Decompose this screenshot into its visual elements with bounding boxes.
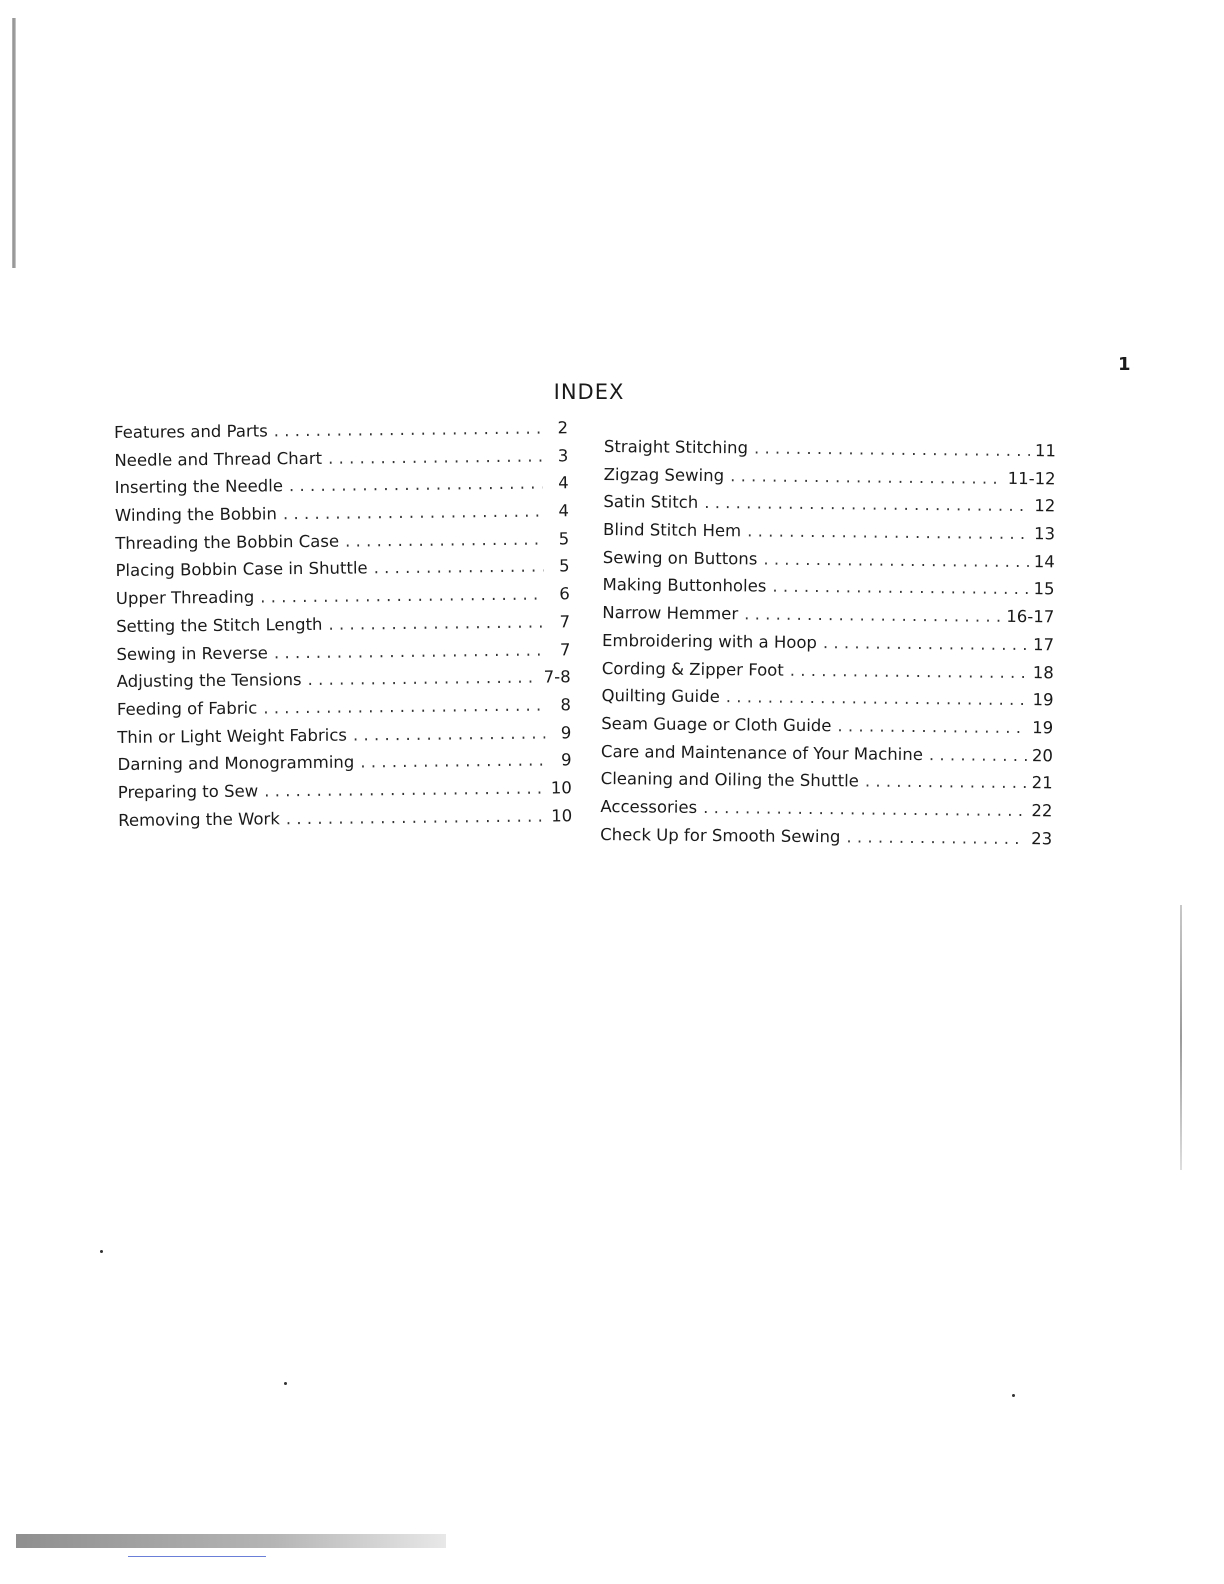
dot-leader <box>823 633 1028 654</box>
dot-leader <box>283 502 543 524</box>
index-entry-title: Embroidering with a Hoop <box>601 630 818 652</box>
index-entry-page: 4 <box>558 501 570 521</box>
scan-speck <box>100 1250 103 1253</box>
index-entry-page: 17 <box>1032 634 1055 655</box>
dot-leader <box>754 438 1030 460</box>
index-entry <box>601 769 1053 801</box>
dot-leader <box>264 778 546 800</box>
index-entry-page: 5 <box>558 556 570 576</box>
index-entry-title: Placing Bobbin Case in Shuttle <box>115 558 368 581</box>
dot-leader <box>328 612 544 633</box>
dot-leader <box>744 604 1002 625</box>
dot-leader <box>289 474 543 496</box>
index-entry <box>600 797 1052 829</box>
index-entry-title: Zigzag Sewing <box>603 464 725 485</box>
scan-edge-bottom <box>16 1534 446 1548</box>
index-entry <box>602 631 1054 663</box>
index-entry-title: Cleaning and Oiling the Shuttle <box>600 769 859 791</box>
index-entry-page: 21 <box>1031 773 1053 793</box>
index-entry-page: 2 <box>557 418 569 438</box>
index-entry-title: Adjusting the Tensions <box>116 670 302 692</box>
index-entry-title: Threading the Bobbin Case <box>115 531 340 553</box>
index-title: INDEX <box>553 380 625 404</box>
index-entry-page: 19 <box>1032 717 1054 738</box>
dot-leader <box>703 798 1026 820</box>
index-entry <box>602 658 1054 690</box>
scan-underline-mark <box>128 1556 266 1557</box>
index-entry <box>603 520 1055 552</box>
dot-leader <box>763 549 1029 571</box>
index-entry-title: Making Buttonholes <box>602 575 767 597</box>
index-entry <box>604 437 1056 469</box>
index-entry-title: Feeding of Fabric <box>116 698 258 719</box>
index-entry-page: 11 <box>1034 441 1056 461</box>
dot-leader <box>790 660 1028 681</box>
dot-leader <box>929 745 1027 765</box>
dot-leader <box>374 557 544 578</box>
index-entry-page: 14 <box>1033 551 1055 572</box>
dot-leader <box>704 493 1029 515</box>
index-entry-title: Sewing on Buttons <box>602 547 758 569</box>
index-entry-title: Narrow Hemmer <box>602 603 739 624</box>
dot-leader <box>328 446 543 467</box>
index-entry-title: Needle and Thread Chart <box>114 448 323 470</box>
index-entry-title: Cording & Zipper Foot <box>601 658 784 680</box>
page-number: 1 <box>1118 354 1131 375</box>
index-entry <box>601 714 1053 746</box>
index-entry-page: 4 <box>558 473 569 493</box>
index-right-column <box>600 437 1056 857</box>
index-entry-page: 11-12 <box>1007 468 1056 489</box>
index-entry-page: 10 <box>551 805 573 826</box>
index-entry-page: 3 <box>557 445 569 466</box>
dot-leader <box>260 585 544 607</box>
index-entry-title: Winding the Bobbin <box>114 504 278 526</box>
index-entry-page: 12 <box>1034 496 1056 516</box>
dot-leader <box>846 827 1026 848</box>
index-entry-title: Sewing in Reverse <box>116 642 269 664</box>
index-entry-page: 7-8 <box>543 667 571 687</box>
index-entry-page: 8 <box>560 695 572 715</box>
index-entry-page: 6 <box>559 584 570 604</box>
index-entry <box>602 603 1054 635</box>
dot-leader <box>353 723 545 744</box>
dot-leader <box>726 687 1028 709</box>
index-entry-title: Inserting the Needle <box>114 476 284 498</box>
dot-leader <box>345 529 543 550</box>
index-entry-page: 7 <box>559 612 571 632</box>
scan-edge-right <box>1180 905 1182 1170</box>
index-entry-title: Upper Threading <box>115 587 255 609</box>
index-entry <box>601 686 1053 718</box>
index-entry-page: 10 <box>550 778 572 798</box>
dot-leader <box>730 466 1004 488</box>
index-entry <box>603 548 1055 580</box>
dot-leader <box>747 521 1029 543</box>
scan-edge-left <box>12 18 16 268</box>
scan-speck <box>1012 1394 1015 1397</box>
index-entry-page: 16-17 <box>1006 606 1055 627</box>
dot-leader <box>263 695 545 717</box>
index-entry-title: Satin Stitch <box>603 492 699 513</box>
dot-leader <box>360 751 545 772</box>
index-entry-title: Setting the Stitch Length <box>116 614 323 636</box>
index-entry <box>600 825 1052 857</box>
index-entry-page: 5 <box>558 528 570 549</box>
index-entry <box>118 806 572 838</box>
dot-leader <box>837 716 1027 737</box>
index-entry-page: 9 <box>560 722 572 742</box>
index-entry-page: 15 <box>1033 579 1055 599</box>
dot-leader <box>274 640 545 662</box>
index-entry-title: Preparing to Sew <box>117 781 259 802</box>
index-entry-page: 20 <box>1031 745 1054 765</box>
index-entry-title: Thin or Light Weight Fabrics <box>117 725 348 747</box>
index-entry-title: Straight Stitching <box>603 437 749 458</box>
dot-leader <box>772 577 1028 598</box>
index-entry-title: Features and Parts <box>114 421 268 442</box>
index-entry-page: 13 <box>1034 524 1056 544</box>
index-entry <box>602 575 1054 607</box>
index-entry-title: Removing the Work <box>118 808 280 830</box>
index-entry-title: Care and Maintenance of Your Machine <box>600 741 923 764</box>
index-entry-page: 19 <box>1032 690 1054 710</box>
index-entry-page: 9 <box>560 750 572 770</box>
dot-leader <box>286 806 546 828</box>
index-entry-page: 22 <box>1031 801 1053 821</box>
index-entry-title: Accessories <box>600 796 698 817</box>
scan-speck <box>284 1382 287 1385</box>
index-entry-title: Quilting Guide <box>601 686 720 707</box>
index-entry-page: 23 <box>1031 828 1053 848</box>
index-left-column <box>114 418 572 838</box>
index-entry-title: Blind Stitch Hem <box>603 520 742 541</box>
dot-leader <box>307 668 539 689</box>
index-entry-page: 18 <box>1032 662 1054 682</box>
dot-leader <box>865 772 1027 793</box>
index-entry-page: 7 <box>559 639 571 659</box>
dot-leader <box>274 419 543 441</box>
index-entry-title: Darning and Monogramming <box>117 752 355 775</box>
index-entry-title: Check Up for Smooth Sewing <box>600 824 841 846</box>
index-entry <box>603 465 1055 497</box>
index-entry-title: Seam Guage or Cloth Guide <box>601 713 832 736</box>
index-entry <box>603 492 1055 524</box>
index-entry <box>601 742 1053 774</box>
